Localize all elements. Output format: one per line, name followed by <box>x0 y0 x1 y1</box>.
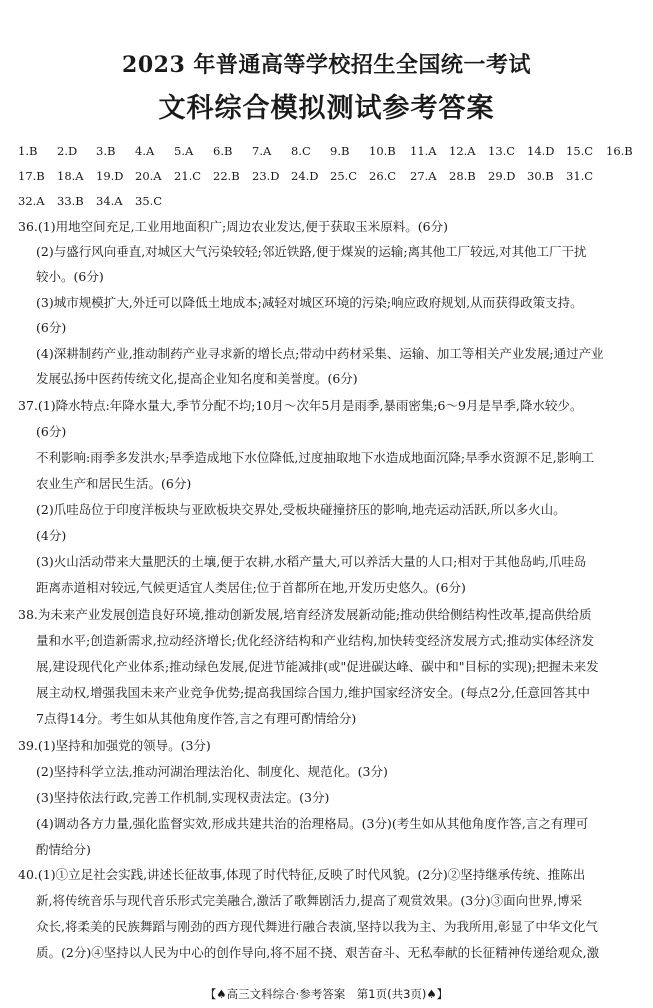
choice-answer: 22.B <box>213 169 240 183</box>
choice-answer: 25.C <box>330 169 358 183</box>
choice-answer: 4.A <box>135 144 155 158</box>
exam-title: 2023 年普通高等学校招生全国统一考试 <box>122 52 531 78</box>
choice-answer: 17.B <box>18 169 45 183</box>
choice-answer: 28.B <box>449 169 476 183</box>
q36-line: 发展弘扬中医药传统文化,提高企业知名度和美誉度。(6分) <box>36 371 358 386</box>
choice-answer: 29.D <box>488 169 516 183</box>
choice-answer: 8.C <box>291 144 311 158</box>
q37-line: 距离赤道相对较远,气候更适宜人类居住;位于首都所在地,开发历史悠久。(6分) <box>36 580 466 595</box>
choice-answer: 3.B <box>96 144 116 158</box>
q39-line: 酌情给分) <box>36 842 91 857</box>
q40-line: 质。(2分)④坚持以人民为中心的创作导向,将不屈不挠、艰苦奋斗、无私奉献的长征精神传递给观众,激 <box>36 945 600 960</box>
choice-answer: 6.B <box>213 144 233 158</box>
choice-answer: 14.D <box>527 144 555 158</box>
q38-line: 展,建设现代化产业体系;推动绿色发展,促进节能减排(或"促进碳达峰、碳中和"目标的实现);把握未来发 <box>36 659 599 674</box>
choice-answer: 2.D <box>57 144 78 158</box>
q39-line: (3)坚持依法行政,完善工作机制,实现权责法定。(3分) <box>36 790 330 805</box>
q37-line: 农业生产和居民生活。(6分) <box>36 476 192 491</box>
choice-answer: 10.B <box>369 144 396 158</box>
choice-answer-row <box>18 144 643 164</box>
q40-line: 40.(1)①立足社会实践,讲述长征故事,体现了时代特征,反映了时代风貌。(2分)②坚持继承传统、推陈出 <box>18 867 586 882</box>
choice-answer: 30.B <box>527 169 554 183</box>
choice-answer: 19.D <box>96 169 124 183</box>
q36-line: 较小。(6分) <box>36 269 104 284</box>
q37-line: 37.(1)降水特点:年降水量大,季节分配不均;10月～次年5月是雨季,暴雨密集;6～9月是旱季,降水较少。 <box>18 398 583 413</box>
choice-answer: 23.D <box>252 169 280 183</box>
choice-answer: 20.A <box>135 169 162 183</box>
choice-answer: 26.C <box>369 169 397 183</box>
choice-answer: 11.A <box>410 144 437 158</box>
choice-answer: 5.A <box>174 144 194 158</box>
choice-answer: 18.A <box>57 169 84 183</box>
q39-line: (4)调动各方力量,强化监督实效,形成共建共治的治理格局。(3分)(考生如从其他角度作答,言之有理可 <box>36 816 589 831</box>
q38-line: 展主动权,增强我国未来产业竞争优势;提高我国综合国力,维护国家经济安全。(每点2分,任意回答其中 <box>36 685 590 700</box>
choice-answer: 16.B <box>606 144 633 158</box>
q39-line: 39.(1)坚持和加强党的领导。(3分) <box>18 738 211 753</box>
choice-answer: 27.A <box>410 169 437 183</box>
q36-line: 36.(1)用地空间充足,工业用地面积广;周边农业发达,便于获取玉米原料。(6分) <box>18 219 448 234</box>
choice-answer: 7.A <box>252 144 272 158</box>
q37-line: (6分) <box>36 424 67 439</box>
choice-answer: 33.B <box>57 194 84 208</box>
q38-line: 量和水平;创造新需求,拉动经济增长;优化经济结构和产业结构,加快转变经济发展方式;推动实体经济发 <box>36 633 595 648</box>
q40-line: 众长,将柔美的民族舞蹈与刚劲的西方现代舞进行融合表演,坚持以我为主、为我所用,彰显了中华文化气 <box>36 919 598 934</box>
q36-line: (4)深耕制药产业,推动制药产业寻求新的增长点;带动中药材采集、运输、加工等相关产业发展;通过产业 <box>36 346 604 361</box>
choice-answer: 1.B <box>18 144 38 158</box>
q38-line: 38.为未来产业发展创造良好环境,推动创新发展,培育经济发展新动能;推动供给侧结构性改革,提高供给质 <box>18 607 592 622</box>
q37-line: (4分) <box>36 528 67 543</box>
choice-answer: 35.C <box>135 194 163 208</box>
choice-answer: 9.B <box>330 144 350 158</box>
page-footer: 【♠高三文科综合·参考答案 第1页(共3页)♠】 <box>204 987 449 1001</box>
choice-answer: 34.A <box>96 194 123 208</box>
q37-line: (3)火山活动带来大量肥沃的土壤,便于农耕,水稻产量大,可以养活大量的人口;相对于其他岛屿,爪哇岛 <box>36 554 587 569</box>
choice-answer: 21.C <box>174 169 202 183</box>
choice-answer: 31.C <box>566 169 594 183</box>
q38-line: 7点得14分。考生如从其他角度作答,言之有理可酌情给分) <box>36 711 357 726</box>
q36-line: (3)城市规模扩大,外迁可以降低土地成本;减轻对城区环境的污染;响应政府规划,从而获得政策支持。 <box>36 295 583 310</box>
choice-answer: 15.C <box>566 144 594 158</box>
choice-answer-row <box>18 194 643 214</box>
q37-line: 不利影响:雨季多发洪水;旱季造成地下水位降低,过度抽取地下水造成地面沉降;旱季水资源不足,影响工 <box>36 450 595 465</box>
q37-line: (2)爪哇岛位于印度洋板块与亚欧板块交界处,受板块碰撞挤压的影响,地壳运动活跃,所以多火山。 <box>36 502 566 517</box>
q36-line: (6分) <box>36 320 67 335</box>
answer-key-subtitle: 文科综合模拟测试参考答案 <box>158 93 495 124</box>
q40-line: 新,将传统音乐与现代音乐形式完美融合,激活了歌舞剧活力,提高了观赏效果。(3分)③面向世界,博采 <box>36 893 583 908</box>
choice-answer: 13.C <box>488 144 516 158</box>
choice-answer: 24.D <box>291 169 319 183</box>
q36-line: (2)与盛行风向垂直,对城区大气污染较轻;邻近铁路,便于煤炭的运输;离其他工厂较远,对其他工厂干扰 <box>36 244 587 259</box>
choice-answer-row <box>18 169 643 189</box>
choice-answer: 32.A <box>18 194 45 208</box>
q39-line: (2)坚持科学立法,推动河湖治理法治化、制度化、规范化。(3分) <box>36 764 388 779</box>
choice-answer: 12.A <box>449 144 476 158</box>
